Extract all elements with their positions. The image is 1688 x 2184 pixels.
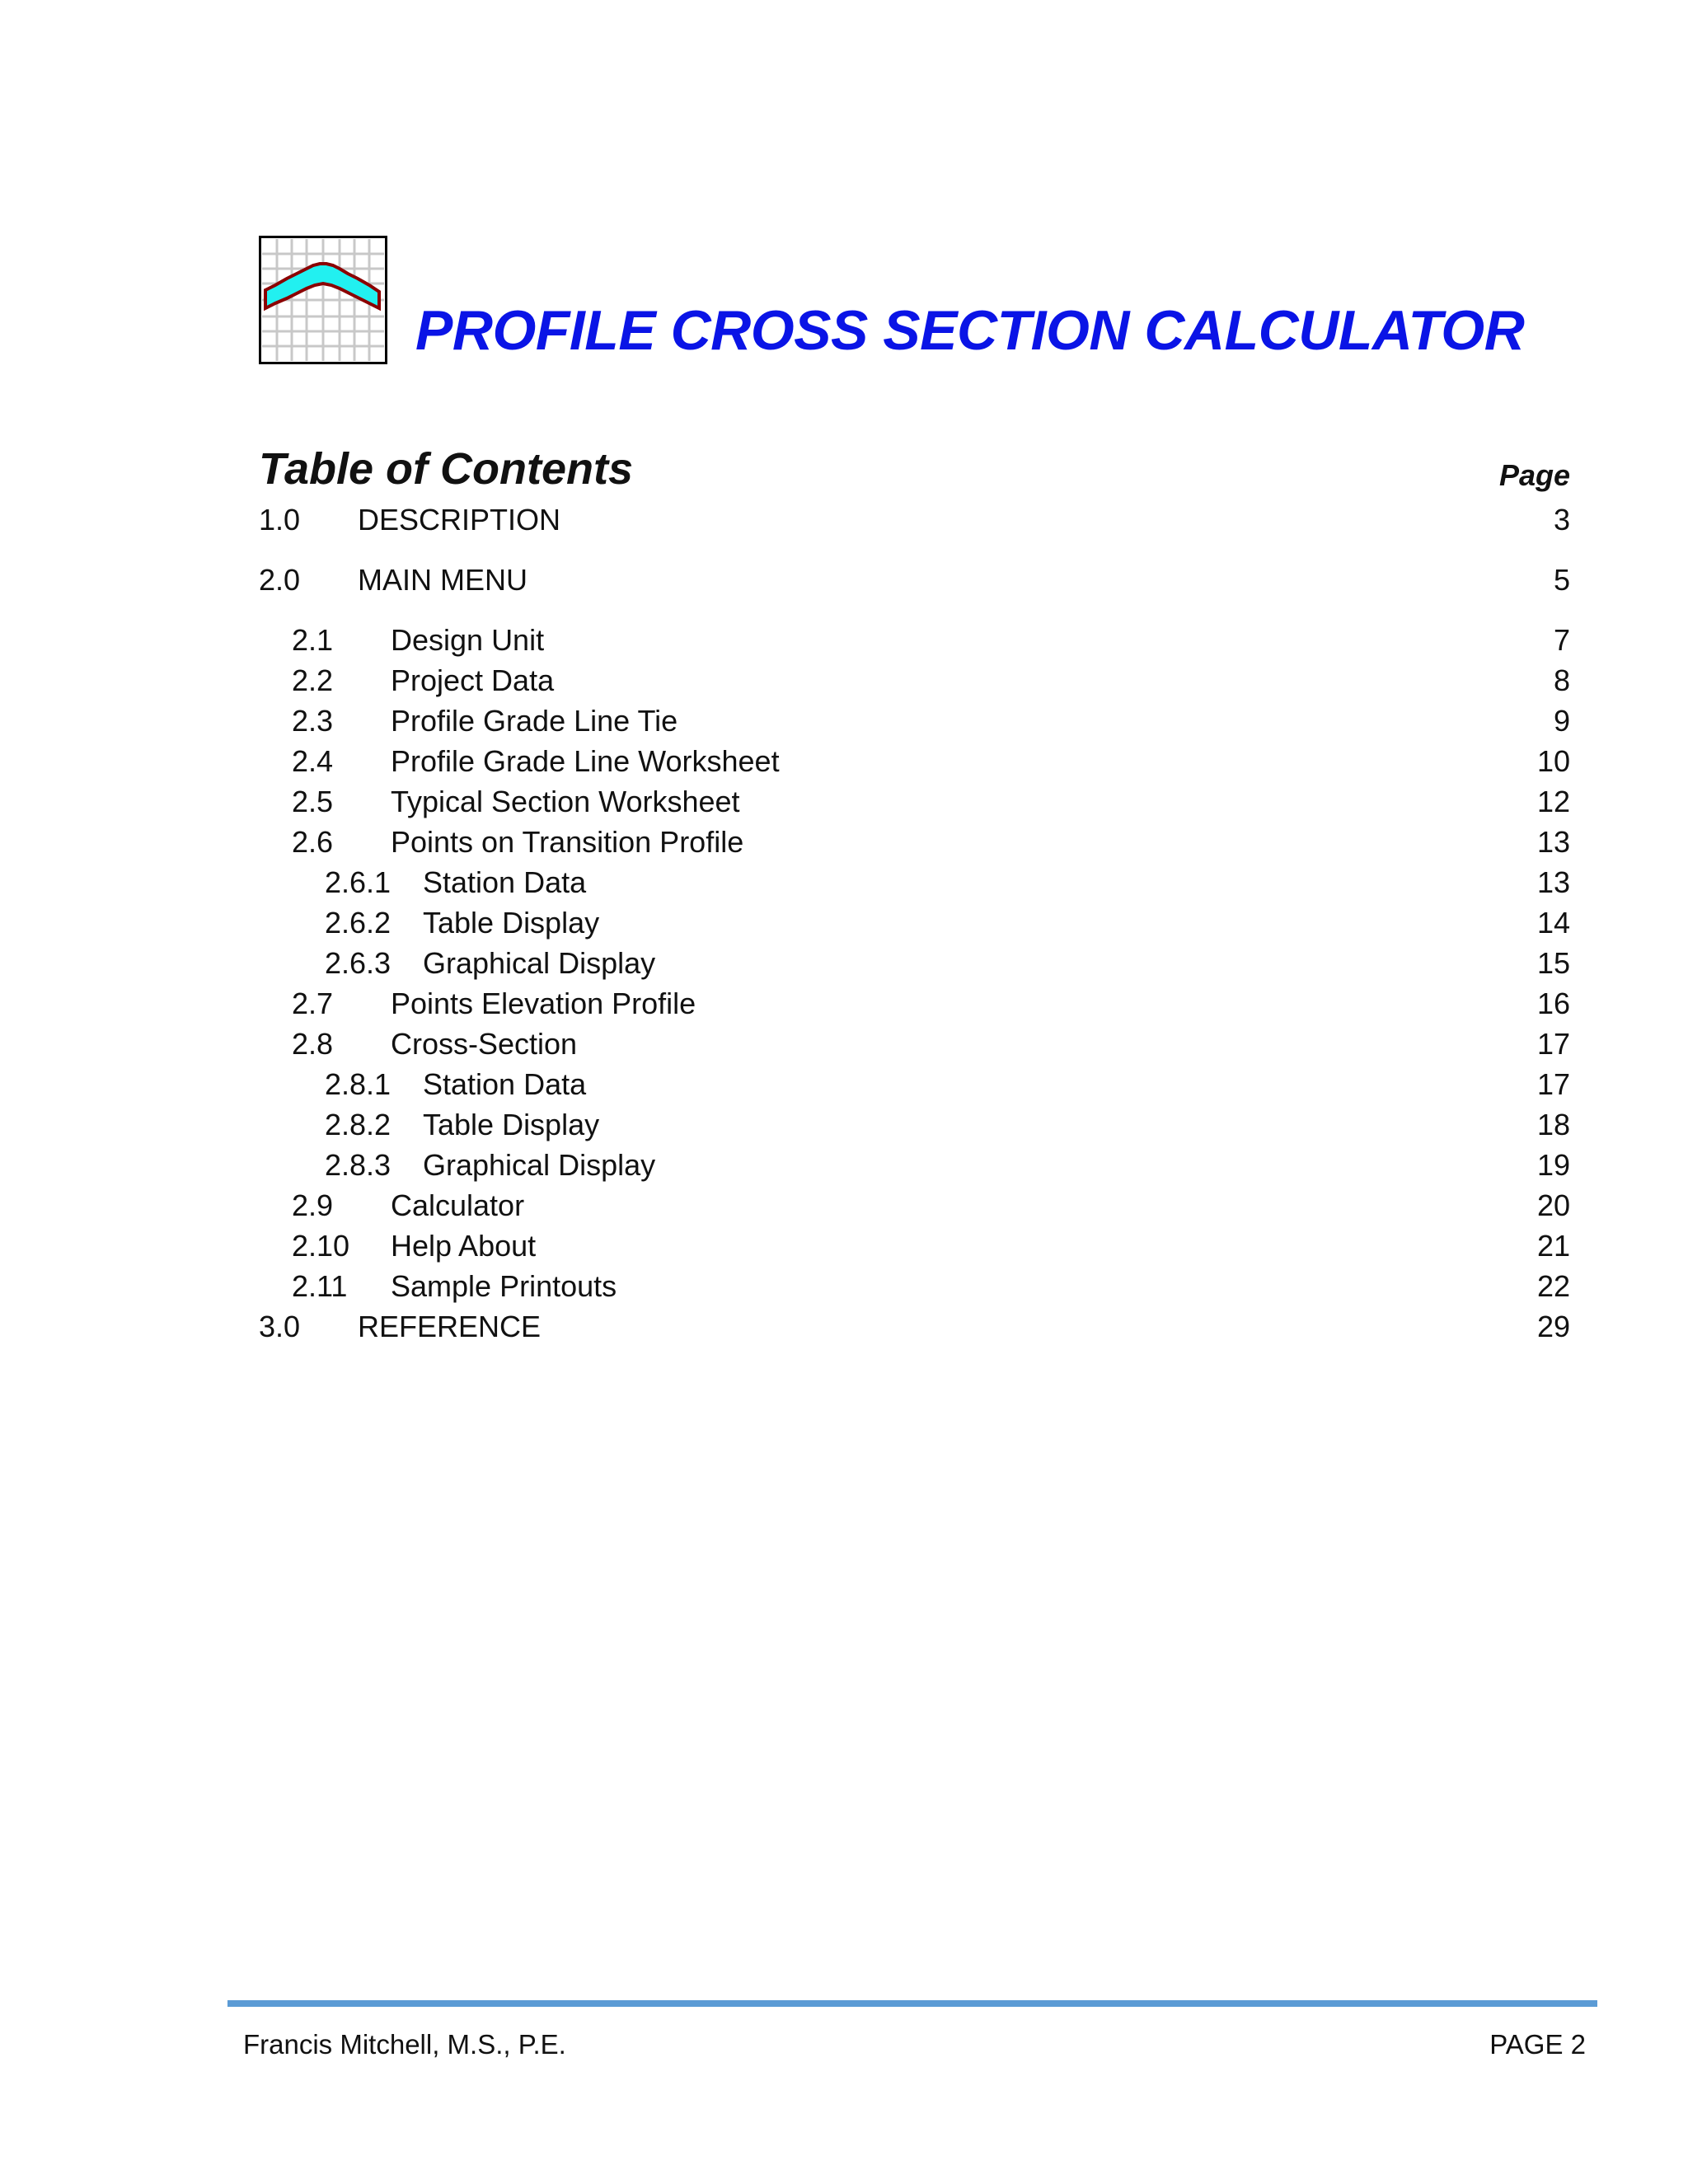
toc-entry[interactable] <box>259 1145 1570 1185</box>
toc-entry-number: 2.3 <box>292 704 334 738</box>
toc-entry-title: Profile Grade Line Tie <box>391 704 678 738</box>
toc-entry-title: Graphical Display <box>423 1148 656 1182</box>
toc-entry-page: 7 <box>1553 623 1570 657</box>
toc-entry-title: MAIN MENU <box>358 563 528 597</box>
toc-entry-title: Project Data <box>391 663 555 697</box>
footer-divider <box>227 2000 1597 2007</box>
toc-entry-title: Station Data <box>423 865 587 899</box>
toc-entry-page: 22 <box>1536 1269 1570 1303</box>
toc-entry-title: Calculator <box>391 1188 525 1222</box>
toc-entry-number: 2.6.2 <box>325 906 392 940</box>
toc-entry-title: Help About <box>391 1229 537 1263</box>
road-profile-grid-icon <box>259 236 387 364</box>
toc-entry[interactable] <box>259 943 1570 983</box>
toc-entry[interactable] <box>259 620 1570 660</box>
toc-entry-page: 19 <box>1536 1148 1570 1182</box>
toc-entry[interactable] <box>259 1064 1570 1104</box>
toc-entry[interactable] <box>259 1266 1570 1306</box>
toc-entry-page: 18 <box>1536 1108 1570 1141</box>
toc-entry[interactable] <box>259 660 1570 701</box>
toc-entry-title: DESCRIPTION <box>358 503 561 537</box>
toc-entry[interactable] <box>259 862 1570 902</box>
toc-heading: Table of Contents <box>259 444 633 494</box>
footer-author: Francis Mitchell, M.S., P.E. <box>243 2029 566 2060</box>
toc-entry-number: 2.6 <box>292 825 334 859</box>
toc-entry-title: Points Elevation Profile <box>391 987 696 1020</box>
toc-entry-page: 29 <box>1536 1310 1570 1343</box>
toc-entry-title: Typical Section Worksheet <box>391 785 740 818</box>
toc-entry[interactable] <box>259 781 1570 822</box>
toc-entry-page: 15 <box>1536 946 1570 980</box>
toc-entry-page: 14 <box>1536 906 1570 940</box>
toc-entry-title: Station Data <box>423 1067 587 1101</box>
toc-entry[interactable] <box>259 741 1570 781</box>
toc-entry-page: 17 <box>1536 1027 1570 1061</box>
toc-entry-number: 2.2 <box>292 663 334 697</box>
toc-entry-number: 1.0 <box>259 503 301 537</box>
toc-entry[interactable] <box>259 902 1570 943</box>
toc-entry-title: Sample Printouts <box>391 1269 617 1303</box>
toc-entry-number: 2.8 <box>292 1027 334 1061</box>
toc-entry-page: 13 <box>1536 865 1570 899</box>
toc-entry-number: 2.0 <box>259 563 301 597</box>
toc-entry-number: 2.4 <box>292 744 334 778</box>
toc-entry[interactable] <box>259 1185 1570 1226</box>
toc-entry-number: 3.0 <box>259 1310 301 1343</box>
footer-page-number: PAGE 2 <box>1489 2029 1586 2060</box>
toc-entry-title: REFERENCE <box>358 1310 542 1343</box>
toc-entry-number: 2.8.2 <box>325 1108 392 1141</box>
toc-entry[interactable] <box>259 1226 1570 1266</box>
toc-entry-page: 5 <box>1553 563 1570 597</box>
toc-entry-number: 2.7 <box>292 987 334 1020</box>
toc-entry-page: 20 <box>1536 1188 1570 1222</box>
toc-entry-number: 2.8.1 <box>325 1067 392 1101</box>
toc-entry[interactable] <box>259 499 1570 540</box>
document-title: PROFILE CROSS SECTION CALCULATOR <box>415 299 1525 362</box>
toc-entry-title: Points on Transition Profile <box>391 825 744 859</box>
toc-entry-page: 8 <box>1553 663 1570 697</box>
toc-entry[interactable] <box>259 701 1570 741</box>
toc-entry[interactable] <box>259 1104 1570 1145</box>
toc-entry[interactable] <box>259 560 1570 600</box>
toc-entry-title: Cross-Section <box>391 1027 578 1061</box>
toc-entry[interactable] <box>259 1024 1570 1064</box>
toc-entry-title: Table Display <box>423 1108 600 1141</box>
toc-entry-page: 13 <box>1536 825 1570 859</box>
toc-page-column-heading: Page <box>1498 458 1570 492</box>
toc-entry[interactable] <box>259 1306 1570 1347</box>
toc-entry-title: Table Display <box>423 906 600 940</box>
toc-entry-number: 2.6.1 <box>325 865 392 899</box>
toc-entry[interactable] <box>259 983 1570 1024</box>
toc-entry-page: 17 <box>1536 1067 1570 1101</box>
toc-entry-page: 21 <box>1536 1229 1570 1263</box>
toc-entry-number: 2.11 <box>292 1269 348 1303</box>
toc-entry-page: 3 <box>1553 503 1570 537</box>
toc-entry-number: 2.5 <box>292 785 334 818</box>
toc-entry-page: 9 <box>1553 704 1570 738</box>
toc-list <box>259 499 1570 1347</box>
toc-entry-title: Graphical Display <box>423 946 656 980</box>
toc-entry-title: Profile Grade Line Worksheet <box>391 744 780 778</box>
toc-entry-page: 12 <box>1536 785 1570 818</box>
toc-entry-number: 2.1 <box>292 623 334 657</box>
toc-entry-page: 16 <box>1536 987 1570 1020</box>
toc-entry-page: 10 <box>1536 744 1570 778</box>
toc-entry-number: 2.9 <box>292 1188 334 1222</box>
toc-entry-number: 2.8.3 <box>325 1148 392 1182</box>
toc-entry-number: 2.10 <box>292 1229 350 1263</box>
toc-entry-title: Design Unit <box>391 623 545 657</box>
toc-entry-number: 2.6.3 <box>325 946 392 980</box>
toc-entry[interactable] <box>259 822 1570 862</box>
